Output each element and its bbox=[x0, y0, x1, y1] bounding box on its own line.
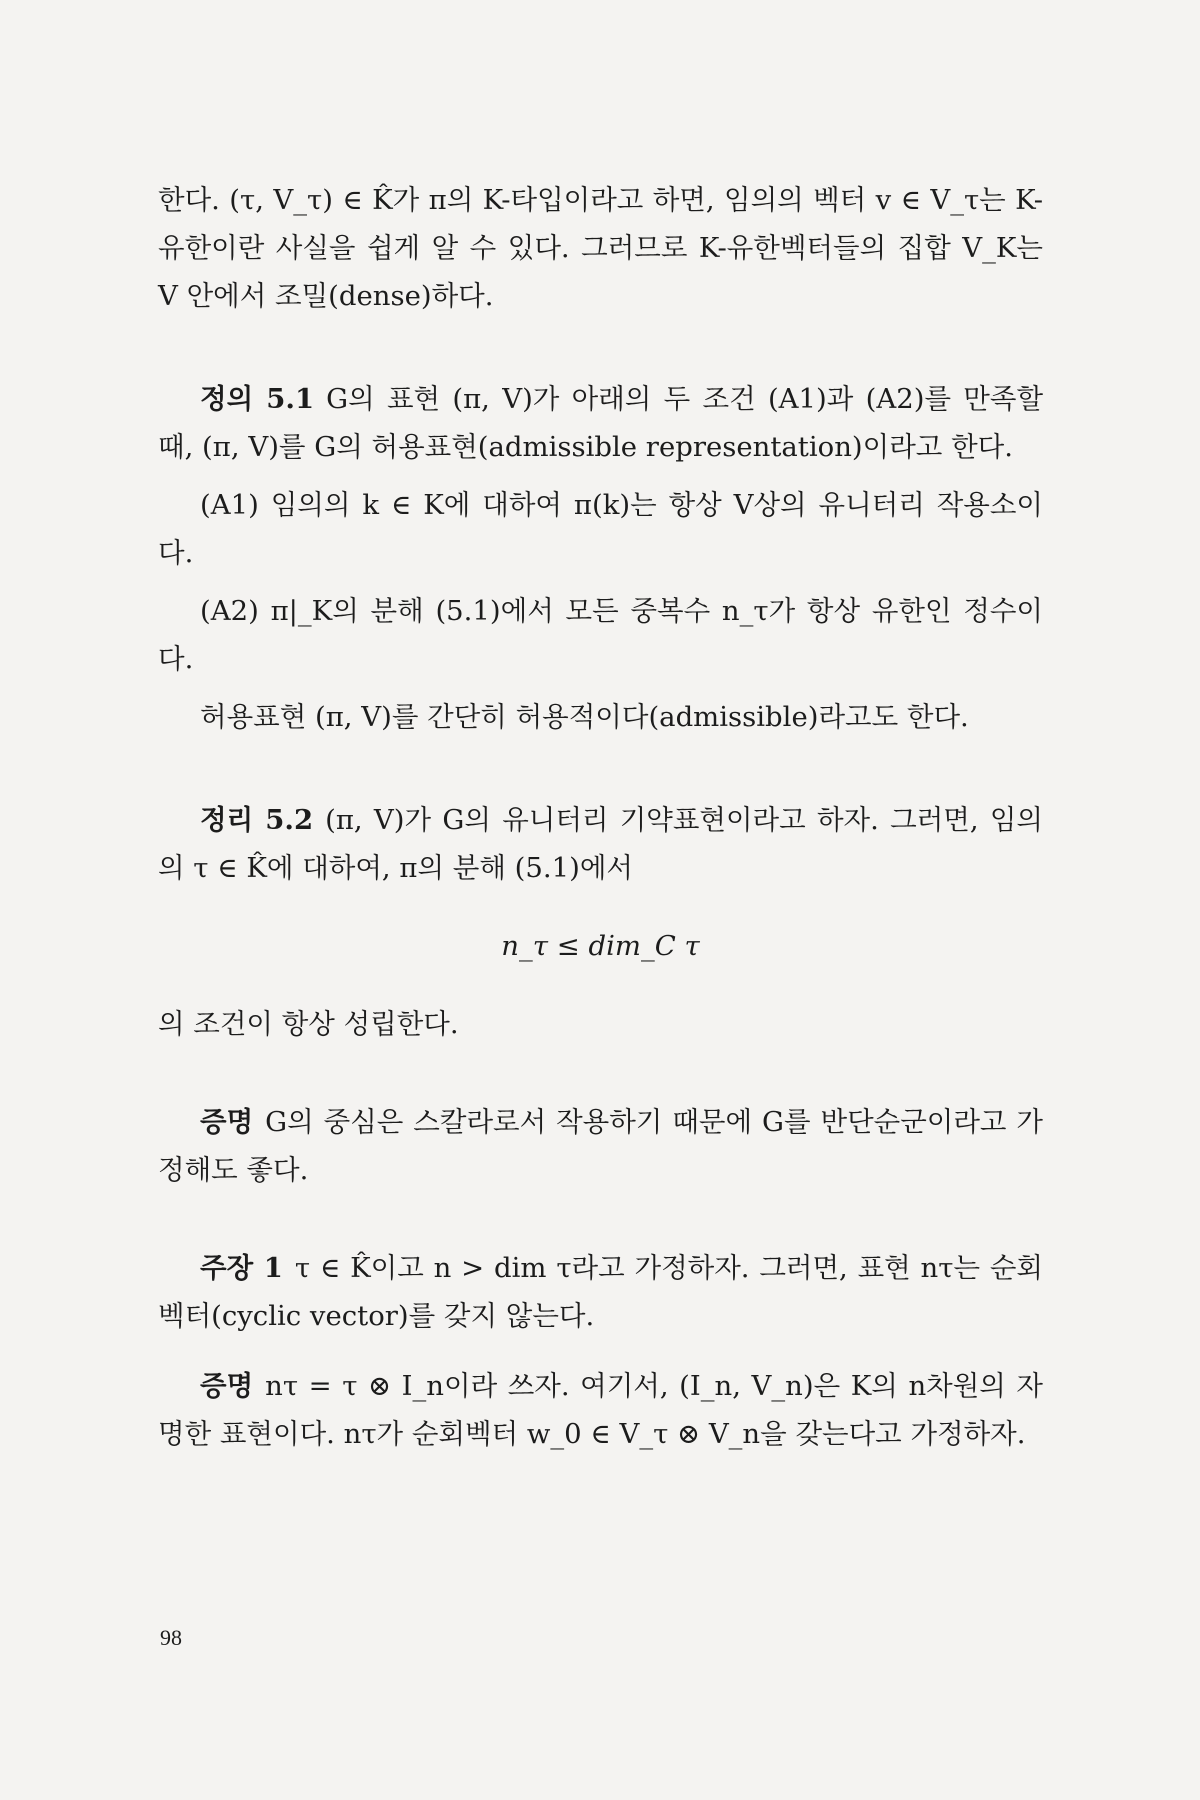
proof-label: 증명 bbox=[200, 1106, 254, 1138]
theorem-5-2 bbox=[158, 796, 1043, 892]
proof-1 bbox=[158, 1098, 1043, 1194]
proof-label-2: 증명 bbox=[200, 1370, 254, 1402]
claim-text: τ ∈ K̂이고 n > dim τ라고 가정하자. 그러면, 표현 nτ는 순회벡터(cyclic vector)를 갖지 않는다. bbox=[158, 1252, 1043, 1332]
page-number: 98 bbox=[160, 1625, 182, 1650]
page-body bbox=[158, 176, 1043, 1458]
theorem-conclusion: 의 조건이 항상 성립한다. bbox=[158, 1008, 459, 1040]
theorem-formula: n_τ ≤ dim_C τ bbox=[501, 930, 700, 962]
proof-text-2: nτ = τ ⊗ I_n이라 쓰자. 여기서, (I_n, V_n)은 K의 n차원의 자명한 표현이다. nτ가 순회벡터 w_0 ∈ V_τ ⊗ V_n을 갖는다고 가정하자. bbox=[158, 1370, 1043, 1450]
claim-label: 주장 1 bbox=[200, 1252, 283, 1284]
theorem-text: (π, V)가 G의 유니터리 기약표현이라고 하자. 그러면, 임의의 τ ∈ K̂에 대하여, π의 분해 (5.1)에서 bbox=[158, 804, 1043, 884]
condition-a1: (A1) 임의의 k ∈ K에 대하여 π(k)는 항상 V상의 유니터리 작용소이다. bbox=[158, 489, 1043, 569]
proof-text: G의 중심은 스칼라로서 작용하기 때문에 G를 반단순군이라고 가정해도 좋다. bbox=[158, 1106, 1043, 1186]
definition-5-1 bbox=[158, 375, 1043, 471]
claim-1 bbox=[158, 1244, 1043, 1340]
definition-label: 정의 5.1 bbox=[200, 383, 315, 415]
intro-paragraph: 한다. (τ, V_τ) ∈ K̂가 π의 K-타입이라고 하면, 임의의 벡터 v ∈ V_τ는 K-유한이란 사실을 쉽게 알 수 있다. 그러므로 K-유한벡터들의 집합 V_K는 V 안에서 조밀(dense)하다. bbox=[158, 184, 1043, 312]
proof-2 bbox=[158, 1362, 1043, 1458]
condition-a2: (A2) π|_K의 분해 (5.1)에서 모든 중복수 n_τ가 항상 유한인 정수이다. bbox=[158, 595, 1043, 675]
definition-text: G의 표현 (π, V)가 아래의 두 조건 (A1)과 (A2)를 만족할 때, (π, V)를 G의 허용표현(admissible representation)이라고 한다. bbox=[158, 383, 1044, 463]
theorem-label: 정리 5.2 bbox=[200, 804, 314, 836]
definition-note: 허용표현 (π, V)를 간단히 허용적이다(admissible)라고도 한다. bbox=[200, 701, 969, 733]
